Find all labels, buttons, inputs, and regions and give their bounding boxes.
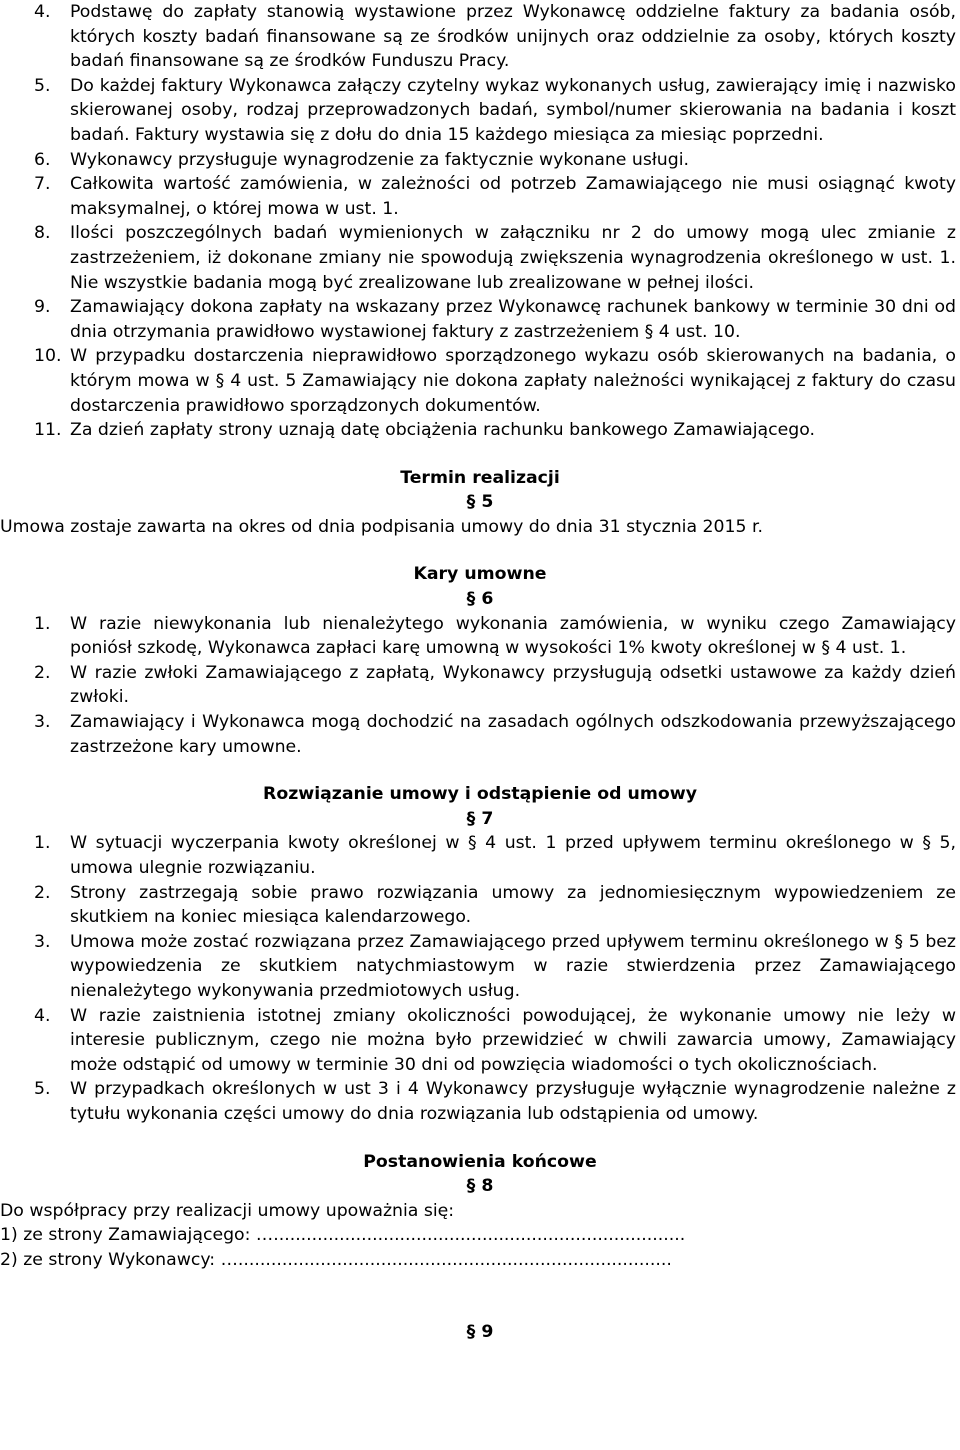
section-text: Do współpracy przy realizacji umowy upoważnia się: bbox=[0, 1200, 455, 1221]
list-item bbox=[0, 172, 960, 221]
item-number: 4. bbox=[34, 1005, 51, 1026]
item-number: 10. bbox=[34, 346, 62, 367]
contact-line-contracting-authority: 1) ze strony Zamawiającego: …........................................................................... bbox=[0, 1225, 686, 1246]
contact-line-contractor: 2) ze strony Wykonawcy: …............................................................................... bbox=[0, 1249, 672, 1270]
paragraph-number: § 9 bbox=[466, 1321, 494, 1342]
item-text: W przypadku dostarczenia nieprawidłowo sporządzonego wykazu osób skierowanych na badania, o którym mowa w § 4 ust. 5 Zamawiający nie dokona zapłaty należności wynikającej z faktury do czasu dostarczenia prawidłowo sporządzonych dokumentów. bbox=[70, 346, 956, 416]
item-number: 5. bbox=[34, 1079, 51, 1100]
item-text: Zamawiający i Wykonawca mogą dochodzić na zasadach ogólnych odszkodowania przewyższającego zastrzeżone kary umowne. bbox=[70, 712, 956, 757]
list-item bbox=[0, 881, 960, 930]
list-item bbox=[0, 74, 960, 148]
paragraph-number: § 8 bbox=[466, 1176, 494, 1197]
item-number: 6. bbox=[34, 149, 51, 170]
paragraph-number: § 7 bbox=[466, 808, 494, 829]
section-heading: Termin realizacji bbox=[400, 467, 560, 488]
list-item bbox=[0, 418, 960, 443]
item-text: Strony zastrzegają sobie prawo rozwiązania umowy za jednomiesięcznym wypowiedzeniem ze skutkiem na koniec miesiąca kalendarzowego. bbox=[70, 882, 956, 928]
item-number: 5. bbox=[34, 75, 51, 96]
item-number: 8. bbox=[34, 223, 51, 244]
section-heading: Postanowienia końcowe bbox=[363, 1151, 597, 1172]
list-item bbox=[0, 661, 960, 710]
payment-terms-list bbox=[0, 0, 960, 443]
list-item bbox=[0, 831, 960, 880]
list-item bbox=[0, 612, 960, 661]
paragraph-number: § 6 bbox=[466, 589, 494, 610]
item-number: 1. bbox=[34, 613, 51, 634]
item-number: 9. bbox=[34, 297, 51, 318]
list-item bbox=[0, 930, 960, 1004]
list-item bbox=[0, 295, 960, 344]
item-text: W sytuacji wyczerpania kwoty określonej w § 4 ust. 1 przed upływem terminu określonego w § 5, umowa ulegnie rozwiązaniu. bbox=[70, 833, 956, 878]
item-text: W razie zaistnienia istotnej zmiany okoliczności powodującej, że wykonanie umowy nie leży w interesie publicznym, czego nie można było przewidzieć w chwili zawarcia umowy, Zamawiający może odstąpić od umowy w terminie 30 dni od powzięcia wiadomości o tych okolicznościach. bbox=[70, 1005, 956, 1075]
item-text: W razie zwłoki Zamawiającego z zapłatą, Wykonawcy przysługują odsetki ustawowe za każdy dzień zwłoki. bbox=[70, 662, 956, 708]
section-text: Umowa zostaje zawarta na okres od dnia podpisania umowy do dnia 31 stycznia 2015 r. bbox=[0, 516, 764, 537]
item-text: Za dzień zapłaty strony uznają datę obciążenia rachunku bankowego Zamawiającego. bbox=[70, 420, 815, 441]
item-text: Zamawiający dokona zapłaty na wskazany przez Wykonawcę rachunek bankowy w terminie 30 dni od dnia otrzymania prawidłowo wystawionej faktury z zastrzeżeniem § 4 ust. 10. bbox=[70, 297, 956, 342]
item-number: 2. bbox=[34, 882, 51, 903]
list-item bbox=[0, 148, 960, 173]
section-heading: Rozwiązanie umowy i odstąpienie od umowy bbox=[263, 784, 697, 805]
item-text: Wykonawcy przysługuje wynagrodzenie za faktycznie wykonane usługi. bbox=[70, 149, 690, 170]
item-number: 3. bbox=[34, 931, 51, 952]
list-item bbox=[0, 1004, 960, 1078]
penalties-list bbox=[0, 612, 960, 760]
list-item bbox=[0, 1077, 960, 1126]
section-heading: Kary umowne bbox=[413, 564, 547, 585]
list-item bbox=[0, 221, 960, 295]
paragraph-number: § 5 bbox=[466, 492, 494, 513]
item-text: Podstawę do zapłaty stanowią wystawione przez Wykonawcę oddzielne faktury za badania osób, których koszty badań finansowane są ze środków unijnych oraz oddzielnie za osoby, których koszty badań finansowane są ze środków Funduszu Pracy. bbox=[70, 2, 956, 72]
item-number: 11. bbox=[34, 420, 62, 441]
list-item bbox=[0, 0, 960, 74]
list-item bbox=[0, 344, 960, 418]
item-text: Do każdej faktury Wykonawca załączy czytelny wykaz wykonanych usług, zawierający imię i nazwisko skierowanej osoby, rodzaj przeprowadzonych badań, symbol/numer skierowania na badania i koszt badań. Faktury wystawia się z dołu do dnia 15 każdego miesiąca za miesiąc poprzedni. bbox=[70, 75, 956, 145]
item-text: Całkowita wartość zamówienia, w zależności od potrzeb Zamawiającego nie musi osiągnąć kwoty maksymalnej, o której mowa w ust. 1. bbox=[70, 174, 956, 219]
item-text: Umowa może zostać rozwiązana przez Zamawiającego przed upływem terminu określonego w § 5 bez wypowiedzenia ze skutkiem natychmiastowym w razie stwierdzenia przez Zamawiającego nienależytego wykonywania przedmiotowych usług. bbox=[70, 931, 956, 1001]
item-number: 7. bbox=[34, 174, 51, 195]
item-number: 4. bbox=[34, 2, 51, 22]
item-text: W przypadkach określonych w ust 3 i 4 Wykonawcy przysługuje wyłącznie wynagrodzenie należne z tytułu wykonania części umowy do dnia rozwiązania lub odstąpienia od umowy. bbox=[70, 1079, 956, 1124]
list-item bbox=[0, 710, 960, 759]
termination-list bbox=[0, 831, 960, 1126]
item-number: 2. bbox=[34, 662, 51, 683]
item-number: 3. bbox=[34, 712, 51, 733]
item-text: W razie niewykonania lub nienależytego wykonania zamówienia, w wyniku czego Zamawiający poniósł szkodę, Wykonawca zapłaci karę umowną w wysokości 1% kwoty określonej w § 4 ust. 1. bbox=[70, 613, 956, 659]
item-number: 1. bbox=[34, 833, 51, 854]
item-text: Ilości poszczególnych badań wymienionych w załączniku nr 2 do umowy mogą ulec zmianie z zastrzeżeniem, iż dokonane zmiany nie spowodują zwiększenia wynagrodzenia określonego w ust. 1. Nie wszystkie badania mogą być zrealizowane lub zrealizowane w pełnej ilości. bbox=[70, 223, 956, 293]
